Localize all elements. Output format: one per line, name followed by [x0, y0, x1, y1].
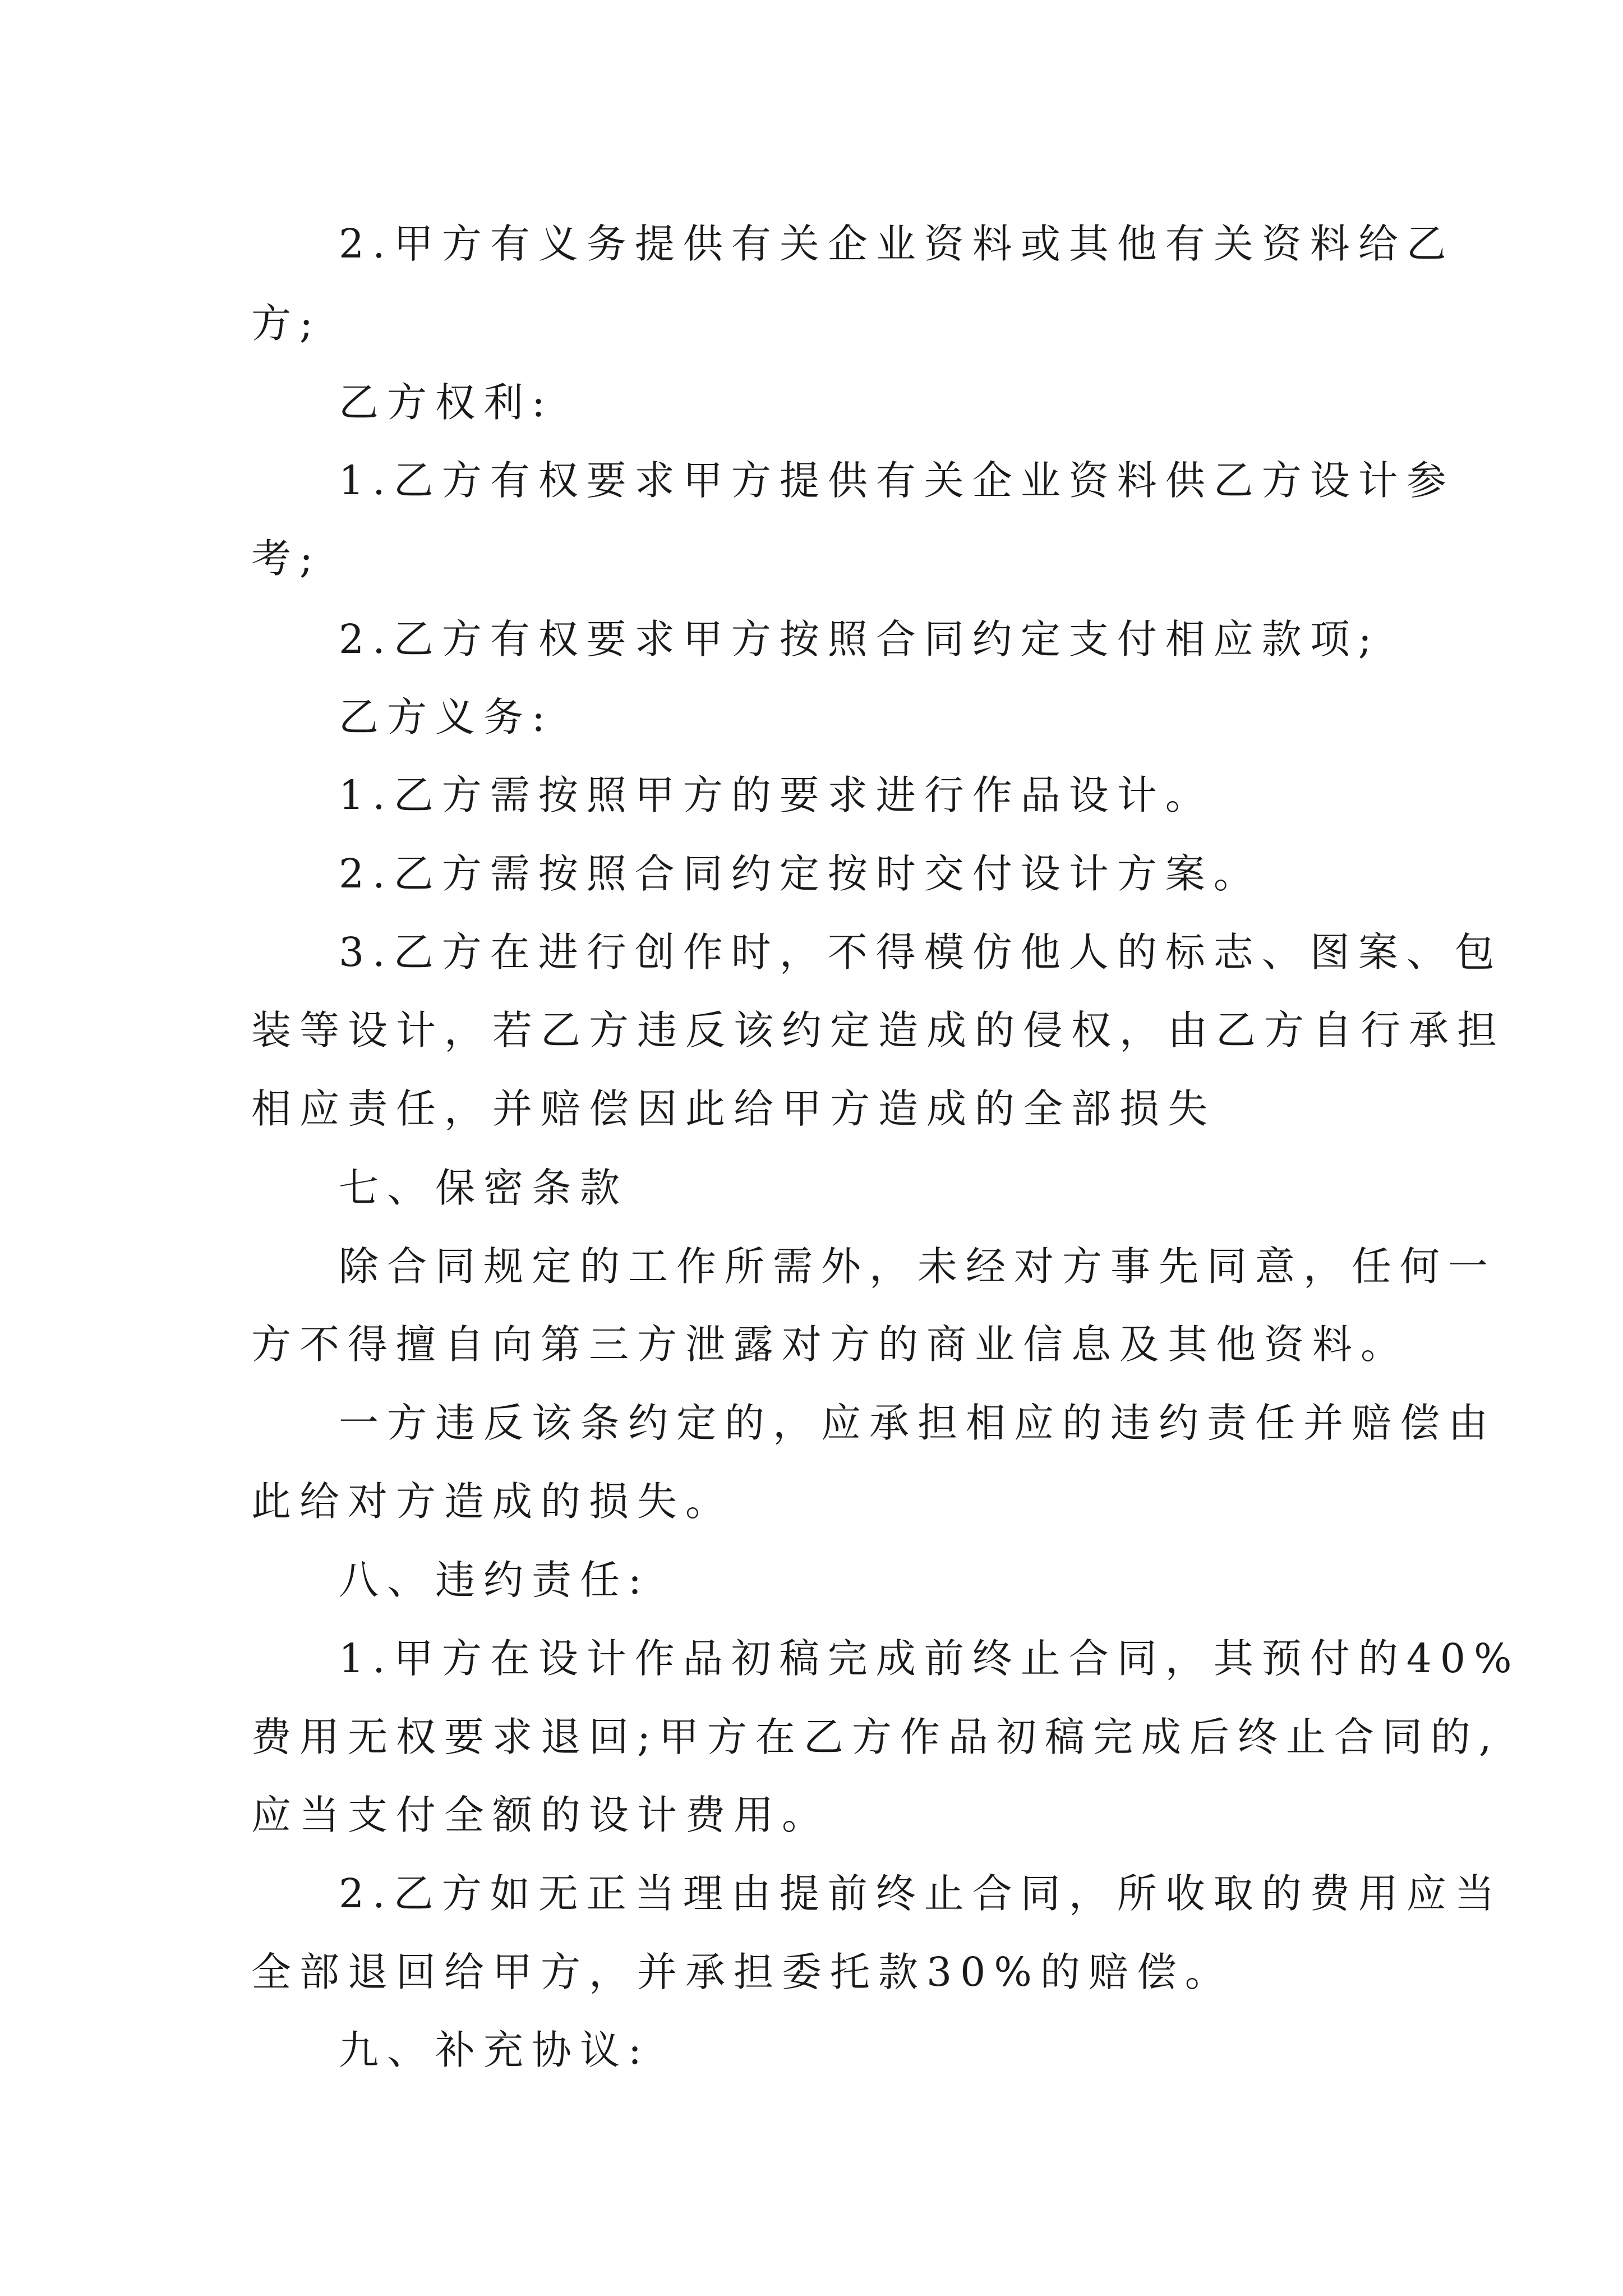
paragraph-line: 考;	[251, 535, 321, 582]
paragraph-line: 全部退回给甲方，并承担委托款30%的赔偿。	[251, 1949, 1233, 1995]
paragraph-line: 1.甲方在设计作品初稿完成前终止合同，其预付的40%	[339, 1635, 1520, 1682]
section-heading: 七、保密条款	[339, 1165, 629, 1211]
paragraph-line: 2.乙方如无正当理由提前终止合同，所收取的费用应当	[339, 1870, 1503, 1917]
section-heading: 乙方权利:	[339, 379, 554, 426]
paragraph-line: 2.乙方需按照合同约定按时交付设计方案。	[339, 850, 1262, 897]
paragraph-line: 2.乙方有权要求甲方按照合同约定支付相应款项;	[339, 616, 1380, 662]
paragraph-line: 3.乙方在进行创作时，不得模仿他人的标志、图案、包	[339, 929, 1503, 976]
paragraph-line: 1.乙方有权要求甲方提供有关企业资料供乙方设计参	[339, 457, 1455, 504]
paragraph-line: 装等设计，若乙方违反该约定造成的侵权，由乙方自行承担	[251, 1007, 1506, 1053]
paragraph-line: 除合同规定的工作所需外，未经对方事先同意，任何一	[339, 1243, 1497, 1290]
paragraph-line: 方;	[251, 300, 321, 347]
paragraph-line: 应当支付全额的设计费用。	[251, 1792, 831, 1838]
paragraph-line: 1.乙方需按照甲方的要求进行作品设计。	[339, 772, 1214, 818]
paragraph-line: 此给对方造成的损失。	[251, 1478, 734, 1525]
paragraph-line: 相应责任，并赔偿因此给甲方造成的全部损失	[251, 1085, 1216, 1132]
paragraph-line: 费用无权要求退回;甲方在乙方作品初稿完成后终止合同的,	[251, 1714, 1500, 1760]
paragraph-line: 一方违反该条约定的，应承担相应的违约责任并赔偿由	[339, 1400, 1497, 1446]
paragraph-line: 方不得擅自向第三方泄露对方的商业信息及其他资料。	[251, 1321, 1409, 1368]
paragraph-line: 2.甲方有义务提供有关企业资料或其他有关资料给乙	[339, 220, 1455, 267]
section-heading: 乙方义务:	[339, 694, 554, 740]
section-heading: 九、补充协议:	[339, 2027, 650, 2073]
section-heading: 八、违约责任:	[339, 1557, 650, 1603]
